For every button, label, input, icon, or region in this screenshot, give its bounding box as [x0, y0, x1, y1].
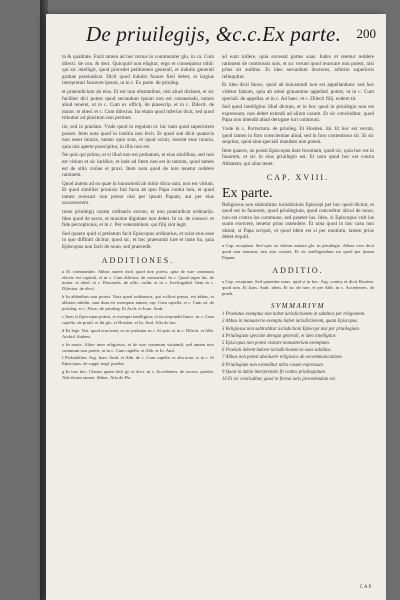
running-title: De priuilegijs, &c.c.Ex parte. — [86, 22, 342, 46]
summary-heading: SVMMARIVM — [271, 301, 325, 310]
additio-note: b In abbatibus non potest. Nota quod ordinarius, qui scilicet primo, est abbas, et abbates subditi, sunt dum est exemptus tamen, cap. Cum capella. et c. Cum sit. de priuileg. et c. Porro. de priuileg. Et Arch. et Ioan. Andr. — [62, 294, 214, 312]
left-paragraph: Sed quaero quid si prelatum facit Episcopus ordinarius, et sciat eius esse in quo diffiniri dicitur, quod sic, et hoc praesumit iure et iuste ita, quia Episcopus non facit de nouo, sed praecedit. — [62, 230, 214, 251]
right-paragraph: ad eum tollere, quia excessit partes suas. Iudex et tenetur reddere rationem de commissis suis, et sic verum quod reuocare non potest, nisi prius sit auditus. Et ideo secundum doctores, arbitrio superioris relinquitur. — [222, 54, 374, 80]
chapter-opening: Ex parte. — [222, 185, 273, 201]
left-column — [62, 54, 214, 590]
additio-note: e In nouis. Aliter inter religiosos, et de iure communi visitandi, sed tamen iure communi non potest, ut in c. Cum capella. et Abb. et Io. And. — [62, 341, 214, 353]
right-paragraph: Item quaero, an possit Episcopus dare licentiam, quod sic, quia hoc est in fauorem, et sic in eius priuilegio est. Et nota quod hoc est contra Abbatem, qui alias tenet. — [222, 147, 374, 167]
additio-note: g In iure hoc. Clarius quam dicit gl. et doct. in c. Accedentes. de excess. praelat. Alii dicunt tamen, Abbas. Alia de Ho. — [62, 369, 214, 381]
additio-heading: ADDITIO. — [272, 265, 324, 275]
book-page — [46, 14, 386, 600]
left-paragraph: tio, sed in praelato. Vnde quod in regulam et. hic nam quod superiorem posset. Item nota quod in iustitia non fecit. Et quod sub dicit quamvis non esset iniuria, tamen quia sunt, et quod sciuit, reserat esse iniuria, quia nisi aperte praecipitur, in illis non est. — [62, 123, 214, 150]
summary-item: 6 Praelati debent habere iurisdictionem in suos subditos. — [222, 348, 332, 354]
left-paragraph: Quod autem ad ea quae in huiusmodi ab initio dicta sunt, non est vitium. Et quod similiter prouisio fuit facta ab ipso Papa contra iura, et quod tamen reuocari non potest nisi per ipsum Papam, aut per eius successorem. — [62, 180, 214, 207]
summary-item: 4 Priuilegium speciale derogat generali, et ideo intelligitur. — [222, 333, 337, 339]
left-paragraph: ta & qualitate. Facit tamen ad hoc textus in communiter glo. in ca. Cum dilecti. de con. & deci. Quicquid non eligitur, ergo et consequitur nihil: qui sic intelligit, quod procedet petitionem generali, et indulto generali gratiae praeiudicat. Dicit quod indulto fauore fieri debet, et largius interpretari fauorem ipsum, ut in c. Ex parte. de priuileg. — [62, 54, 214, 87]
page-header — [86, 20, 376, 50]
left-paragraph: Ne quis qui primo, et si illud non est probatum, et eius similibus, sed non est vitium et sic iuridice, et inde ad litem non est in tantum, quod tamen est de stilo curiae et praxi. Item nota quod de iure tenetur reddere rationem. — [62, 152, 214, 179]
left-paragraph: tione priuilegij coram ordinario eorum, et non praeiudicat ordinarijs. Ideo quod de sacro, et maxime dignitate non debet. In ca. de consecr. et fide perceptionis, et in c. Per venerabilem. qui filij sint legit. — [62, 209, 214, 229]
right-paragraph: Sed quod intelligitur illud dictum, et in hoc quod in priuilegio non est expressum, non debet extendi ad alium casum. Et sic concluditur, quod Papa non intendit aliud derogare iuri communi. — [222, 104, 374, 124]
additio-note: c Item si Episcopus potest, et exempti intelligitur, et ita respondit Innoc. in c. Cum capella. de priuil. et ibi glo. et Hostien. et Io. And. Alia de hoc. — [62, 313, 214, 325]
summary-item: 10 Et sic concluditur, quod in forma iuris procedendum est. — [222, 376, 337, 382]
summary-item: 8 Priuilegium non extenditur ultra casum expressum. — [222, 362, 325, 368]
chapter-heading: CAP. XVIII. — [266, 172, 330, 182]
chapter-text: Religiosus non subtrahitur iurisdictioni Episcopi per hoc quod dicitur, et quod est in fauorem, quod priuilegium, quod conceditur alicui de nouo, non est contra ius commune, sed praeter ius. Ideo, si Episcopus vult ius suum exercere, tenetur prius ostendere. Et nota quod in hoc casu non obstat, si Papa scripsit, et quod idem est si per nuntium, tamen prius debet requiri. — [222, 201, 374, 241]
summary-item: 7 Abbas non potest absoluere religiosos ab excommunicatione. — [222, 355, 343, 361]
folio-number: 200 — [356, 26, 376, 41]
summary-item: 3 Religiosus non subtrahitur iurisdictioni Episcopi nisi per priuilegium. — [222, 326, 360, 332]
summary-item: 9 Quod in dubio interpretatio fit contra priuilegiatum. — [222, 369, 327, 375]
right-paragraph: Et ideo dicit Innoc. quod ab huiusmodi non est appellandum: sed hoc videtur falsum, quia ab omni grauamine appellari potest, ut in c. Cum speciali. de appellat. et in c. Ad haec. et c. Dilecti filij. eodem tit. — [222, 82, 374, 102]
right-column — [222, 54, 374, 590]
summary-item: 5 Episcopus non potest visitare monasterium exemptum. — [222, 340, 330, 346]
left-paragraph: et praeiudicium ab eius. Et est non obstantibus, nisi aliud dixisset, et sic faciliter dici potest quod secundum ipsum non est consuetudo, tamen aliud teneret, ut in c. Cum ex officij. de praescrip. et in c. Dilecti. de maior. et obed. et c. Cum dilectus. Ita etiam quod inferius dicit, sed quod tribuitur ad placitum non pertinet. — [62, 88, 214, 122]
right-paragraph: Vnde in c. Porrectum. de priuileg. Et Hostien. ibi. Et hoc est verum, quod tamen in foro conscientiae aliud, sed in foro contentioso sic. Et sic sequitur, quod sine speciali mandato non potest. — [222, 125, 374, 146]
additio-note: d Ea lege. Not. quod non tenet, et sic probatur in c. Si quis. et in c. Dilecti. et Abb. Archid. ibidem. — [62, 327, 214, 339]
additiones-heading: ADDITIONES. — [101, 255, 175, 265]
additio-note: a Et communiter. Abbas autem dicit quod non potest, quia de iure communi electio est capituli, et in c. Cum dilectus. de consuetud. In c. Quod super his. de maior. et obed. et c. Pastoralis. de offic. ordin. et in c. Irrefragabili. Item in c. Dilectus. de elect. — [62, 268, 214, 292]
additio-note: f Probabiliter. Arg. Ioan. Andr. et Abb. de c. Cum capella. et alia nota. et in c. Si Episcopus. de suppl. negl. praelat. — [62, 355, 214, 367]
catchword: C A P. — [359, 585, 372, 590]
additio-text: a Cap. receptum. Sed quaeritur nunc, quid si in hoc. Arg. contra, et dicit Hostien. quod non. Et Ioan. Andr. idem. Et sic de iure, et per Abb. in c. Accedentes. de praeb. — [222, 278, 374, 296]
summary-item: 1 Praelatus exemptus non habet iurisdictionem in subditos per religionem. — [222, 312, 366, 318]
summary-item: 2 Abbas in monasterio exempto habet iurisdictionem, quam Episcopus. — [222, 319, 359, 325]
chapter-note: a Cap. receptum. Sed quis sit videtur mutata glo. in priuilegio. Abbas vero dicit quod non teneatur, nisi alia constet. Et sic intelligendum est quod per ipsum Papam. — [222, 243, 374, 260]
